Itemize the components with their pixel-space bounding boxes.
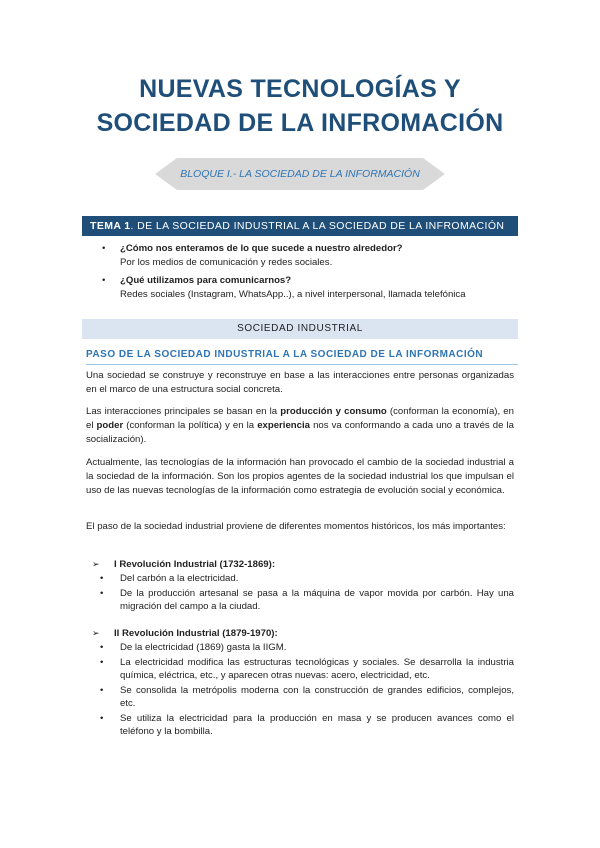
bold-power: poder [96,420,124,431]
paragraph-2-text: (conforman la política) y en la [123,420,258,431]
bullet-icon: • [100,712,104,724]
list-item-text: De la electricidad (1869) gasta la IIGM. [120,642,287,653]
bullet-icon: • [102,275,106,286]
section-heading: SOCIEDAD INDUSTRIAL [82,319,518,339]
document-title-line1: NUEVAS TECNOLOGÍAS Y [139,75,461,103]
list-item-text: Se consolida la metrópolis moderna con la construcción de grandes edificios, complejos, etc. [120,684,514,709]
question-text: ¿Cómo nos enteramos de lo que sucede a nuestro alrededor? [120,243,403,254]
list-item-text: La electricidad modifica las estructuras tecnológicas y sociales. Se desarrolla la industria química, eléctrica, etc., y aparecen otras nuevas: acero, electricidad, etc. [120,656,514,681]
arrow-bullet-icon: ➢ [92,559,100,569]
bullet-icon: • [100,642,104,653]
revolution-1-title-text: I Revolución Industrial (1732-1869): [114,559,276,570]
list-item [88,242,518,270]
revolution-1-title [92,557,275,572]
question-list [88,242,518,306]
answer-text: Por los medios de comunicación y redes sociales. [120,257,333,268]
revolution-2-title [92,626,278,641]
revolution-2-title-text: II Revolución Industrial (1879-1970): [114,628,278,639]
list-item [86,712,514,739]
subheading: PASO DE LA SOCIEDAD INDUSTRIAL A LA SOCIEDAD DE LA INFORMACIÓN [86,349,518,365]
bold-experience: experiencia [257,420,310,431]
document-title-line2: SOCIEDAD DE LA INFROMACIÓN [96,109,504,137]
tema-text: . DE LA SOCIEDAD INDUSTRIAL A LA SOCIEDAD DE LA INFROMACIÓN [130,220,505,232]
answer-text: Redes sociales (Instagram, WhatsApp..), a nivel interpersonal, llamada telefónica [120,289,466,300]
bullet-icon: • [100,587,104,599]
bullet-icon: • [100,656,104,668]
list-item [86,641,514,655]
list-item [86,684,514,711]
document-title [0,72,600,140]
bullet-icon: • [100,573,104,584]
revolution-1-list [86,572,514,615]
list-item [86,572,514,586]
list-item [86,587,514,614]
question-text: ¿Qué utilizamos para comunicarnos? [120,275,292,286]
tema-heading [82,216,518,236]
paragraph-2-text: (conforman la economía), en el [86,406,514,431]
bullet-icon: • [100,684,104,696]
list-item-text: Del carbón a la electricidad. [120,573,239,584]
list-item [88,274,518,302]
paragraph-1: Una sociedad se construye y reconstruye en base a las interacciones entre personas organizadas en el marco de una estructura social concreta. [86,370,514,395]
bullet-icon: • [102,243,106,254]
paragraph-3: Actualmente, las tecnologías de la información han provocado el cambio de la sociedad industrial a la sociedad de la información. Son los propios agentes de la sociedad industrial los que impulsan el uso de las nuevas tecnologías de la información como estrategia de evolución social y económica. [86,457,514,496]
list-item-text: De la producción artesanal se pasa a la máquina de vapor movida por carbón. Hay una migración del campo a la ciudad. [120,587,514,612]
bloque-banner [155,158,445,190]
revolution-2-list [86,641,514,740]
bloque-title: BLOQUE I.- LA SOCIEDAD DE LA INFORMACIÓN [180,168,420,180]
list-item [86,656,514,683]
list-item-text: Se utiliza la electricidad para la producción en masa y se producen avances como el teléfono y la bombilla. [120,712,514,737]
paragraph-2-text: nos va conformando a cada uno a través de la socialización). [86,420,514,445]
bold-production: producción y consumo [280,406,387,417]
paragraph-4: El paso de la sociedad industrial proviene de diferentes momentos históricos, los más importantes: [86,521,506,532]
tema-label: TEMA 1 [90,220,131,232]
arrow-bullet-icon: ➢ [92,628,100,638]
paragraph-2-text: Las interacciones principales se basan en la [86,406,281,417]
paragraph-2 [86,405,514,447]
